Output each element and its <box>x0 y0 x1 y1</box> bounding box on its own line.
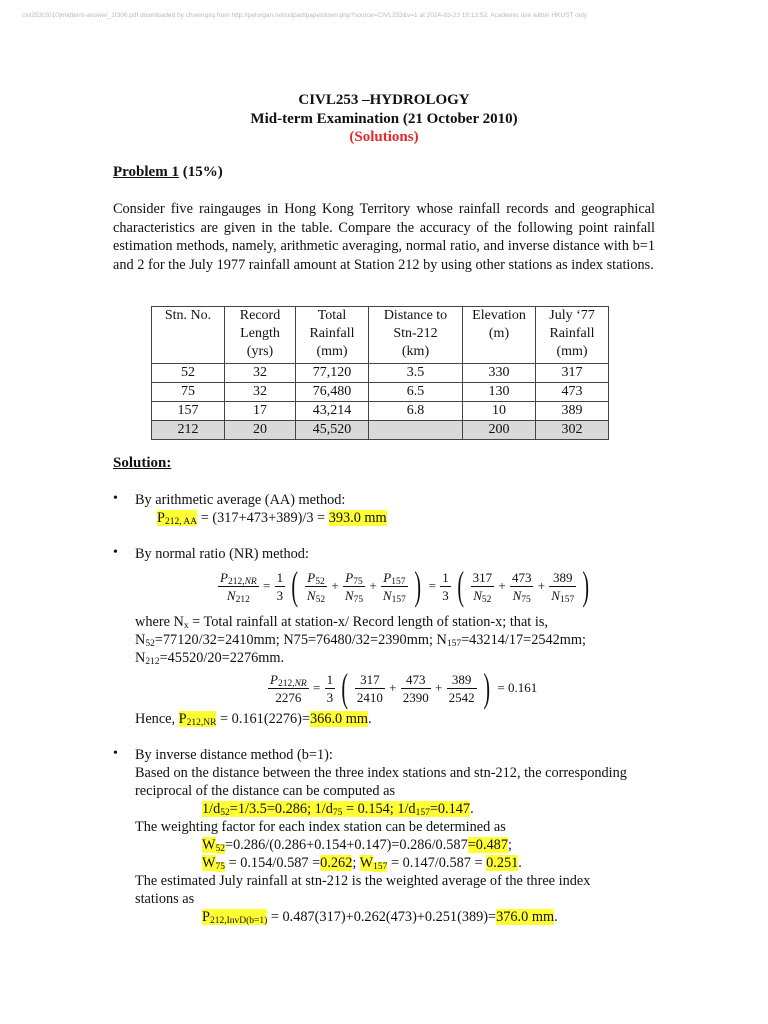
aa-equation: $P_{212, AA} = (317+473+389)/3 = 393.0$ mm <box>157 510 387 527</box>
table-row <box>152 383 609 402</box>
id1-result-line: $P_{212,InvD(b=1)} = 0.487(317)+0.262(473)+0.251(389)=376.0$ mm. <box>202 909 558 926</box>
cell: 130 <box>463 383 536 402</box>
download-watermark: civl253(2010)midterm-answer_1f306.pdf downloaded by chwengxq from http://pelorgan.net/udpad/paperdown.php?source=CIVL253&v=1 at 2024-03-23 18:13:52. Academic use within HKUST only <box>22 12 588 19</box>
bullet-icon: • <box>113 545 118 560</box>
header-distance: Distance to Stn-212 (km) <box>369 307 463 364</box>
nr-lhs: $P_{212,NR}$ <box>178 711 217 728</box>
nr-intro: By normal ratio (NR) method: <box>135 546 309 562</box>
id1-intro: By inverse distance method (b=1): <box>135 747 333 763</box>
bullet-icon: • <box>113 491 118 506</box>
table-header-row <box>152 307 609 364</box>
cell: 389 <box>536 402 609 421</box>
rainfall-table <box>151 306 609 440</box>
cell: 157 <box>152 402 225 421</box>
solutions-label: (Solutions) <box>349 129 419 145</box>
id1-line4: The estimated July rainfall at stn-212 is the weighted average of the three index <box>135 873 591 889</box>
id1-w75-w157: $W_{75} = 0.154/0.587 =0.262$; $W_{157} = 0.147/0.587 = 0.251$. <box>202 855 522 872</box>
header-elevation: Elevation (m) <box>463 307 536 364</box>
aa-lhs: $P_{212, AA}$ <box>157 510 198 527</box>
nr-line3: $N_{212}=45520/20=2276mm$. <box>135 650 285 667</box>
cell: 45,520 <box>296 421 369 440</box>
bullet-icon: • <box>113 746 118 761</box>
exam-subtitle: Mid-term Examination (21 October 2010) <box>250 111 518 127</box>
course-title: CIVL253 –HYDROLOGY <box>298 92 470 108</box>
table-row <box>152 421 609 440</box>
cell: 17 <box>225 402 296 421</box>
id1-w52: $W_{52}=0.286/(0.286+0.154+0.147)=0.286/0.587=0.487$; <box>202 837 512 854</box>
id1-line5: stations as <box>135 891 195 907</box>
problem-heading <box>113 164 223 181</box>
cell: 302 <box>536 421 609 440</box>
header-total-rainfall: Total Rainfall (mm) <box>296 307 369 364</box>
header-july-rainfall: July ‘77 Rainfall (mm) <box>536 307 609 364</box>
problem-marks: (15%) <box>178 164 223 180</box>
nr-line2: $N_{52}=77120/32=2410mm$; N75=76480/32=2390mm; $N_{157}=43214/17=2542mm$; <box>135 632 587 649</box>
cell: 52 <box>152 364 225 383</box>
solution-heading: Solution: <box>113 455 172 471</box>
header-record-length: Record Length (yrs) <box>225 307 296 364</box>
nr-result: 366.0 mm <box>310 711 368 727</box>
cell: 317 <box>536 364 609 383</box>
problem-statement: Consider five raingauges in Hong Kong Territory whose rainfall records and geographical characteristics are given in the table. Compare the accuracy of the following point rainfall estimation methods, namely, arithmetic averaging, normal ratio, and inverse distance with b=1 and 2 for the July 1977 rainfall amount at Station 212 by using other stations as index stations. <box>113 201 655 273</box>
nr-formula: $\frac{P_{212,NR}}{N_{212}}$ = $\frac{1}{3}$ ( $\frac{P_{52}}{N_{52}}$ + $\frac{P_{75}}{N_{75}}$ + $\frac{P_{157}}{N_{157}}$ ) = $\frac{1}{3}$ ( $\frac{317}{N_{52}}$ + $\frac{473}{N_{75}}$ + $\frac{389}{N_{157}}$ ) <box>220 563 590 608</box>
cell: 75 <box>152 383 225 402</box>
id1-reciprocals: $1/d_{52}=1/3.5=0.286$; $1/d_{75} = 0.154$; $1/d_{157}=0.147$. <box>202 801 474 818</box>
cell: 3.5 <box>369 364 463 383</box>
problem-label: Problem 1 <box>113 164 179 180</box>
id1-line1: Based on the distance between the three index stations and stn-212, the corresponding <box>135 765 627 781</box>
nr-hence: Hence, $P_{212,NR} = 0.161(2276)=366.0$ mm. <box>135 711 372 728</box>
table-row <box>152 402 609 421</box>
cell: 6.8 <box>369 402 463 421</box>
aa-intro: By arithmetic average (AA) method: <box>135 492 346 508</box>
cell: 43,214 <box>296 402 369 421</box>
id1-line2: reciprocal of the distance can be computed as <box>135 783 396 799</box>
nr-numeric-formula: $\frac{P_{212,NR}}{2276}$ = $\frac{1}{3}$ ( $\frac{317}{2410}$ + $\frac{473}{2390}$ + $\frac{389}{2542}$ ) = 0.161 <box>270 665 538 710</box>
cell: 6.5 <box>369 383 463 402</box>
header-stn-no: Stn. No. <box>152 307 225 364</box>
cell: 212 <box>152 421 225 440</box>
cell: 32 <box>225 383 296 402</box>
cell: 32 <box>225 364 296 383</box>
cell: 10 <box>463 402 536 421</box>
cell: 330 <box>463 364 536 383</box>
cell <box>369 421 463 440</box>
cell: 20 <box>225 421 296 440</box>
cell: 76,480 <box>296 383 369 402</box>
cell: 200 <box>463 421 536 440</box>
id1-line3: The weighting factor for each index station can be determined as <box>135 819 506 835</box>
id1-result: 376.0 mm <box>496 909 555 925</box>
nr-where: where $N_x$ = Total rainfall at station-x/ Record length of station-x; that is, <box>135 614 548 631</box>
cell: 473 <box>536 383 609 402</box>
cell: 77,120 <box>296 364 369 383</box>
table-row <box>152 364 609 383</box>
aa-result: 393.0 mm <box>328 510 387 526</box>
